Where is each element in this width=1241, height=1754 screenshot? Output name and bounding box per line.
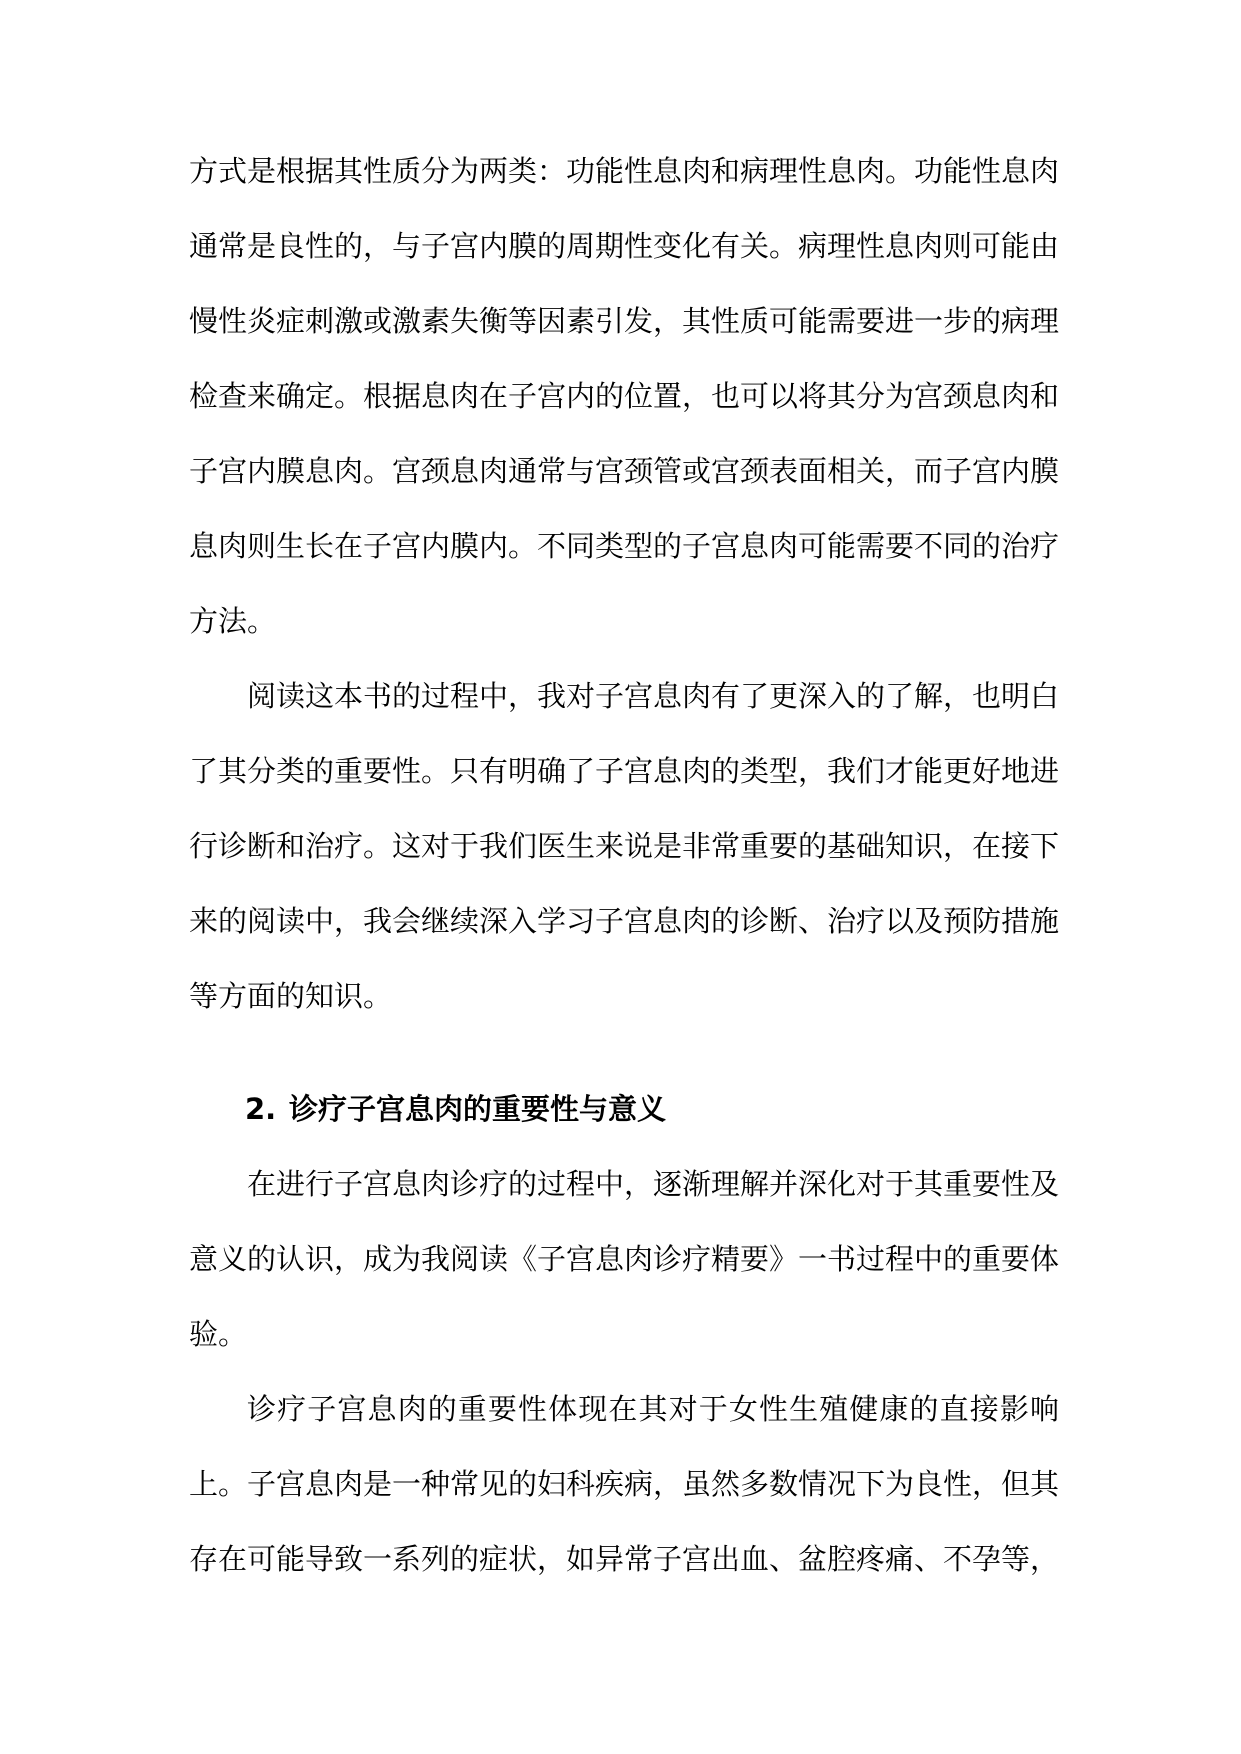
section-number: 2. [245,1092,277,1126]
paragraph-polyp-classification: 方式是根据其性质分为两类：功能性息肉和病理性息肉。功能性息肉通常是良性的，与子宫内膜的周期性变化有关。病理性息肉则可能由慢性炎症刺激或激素失衡等因素引发，其性质可能需要进一步的病理检查来确定。根据息肉在子宫内的位置，也可以将其分为宫颈息肉和子宫内膜息肉。宫颈息肉通常与宫颈管或宫颈表面相关，而子宫内膜息肉则生长在子宫内膜内。不同类型的子宫息肉可能需要不同的治疗方法。 [189,154,1060,638]
section-heading [189,1072,1059,1147]
paragraph-diagnosis-significance: 在进行子宫息肉诊疗的过程中，逐渐理解并深化对于其重要性及意义的认识，成为我阅读《子宫息肉诊疗精要》一书过程中的重要体验。 [189,1167,1060,1351]
paragraph-reproductive-health: 诊疗子宫息肉的重要性体现在其对于女性生殖健康的直接影响上。子宫息肉是一种常见的妇科疾病，虽然多数情况下为良性，但其存在可能导致一系列的症状，如异常子宫出血、盆腔疼痛、不孕等， [189,1392,1060,1576]
document-body [189,134,1059,1597]
section-title: 诊疗子宫息肉的重要性与意义 [289,1092,667,1126]
paragraph-reading-reflection: 阅读这本书的过程中，我对子宫息肉有了更深入的了解，也明白了其分类的重要性。只有明确了子宫息肉的类型，我们才能更好地进行诊断和治疗。这对于我们医生来说是非常重要的基础知识，在接下来的阅读中，我会继续深入学习子宫息肉的诊断、治疗以及预防措施等方面的知识。 [189,679,1060,1013]
